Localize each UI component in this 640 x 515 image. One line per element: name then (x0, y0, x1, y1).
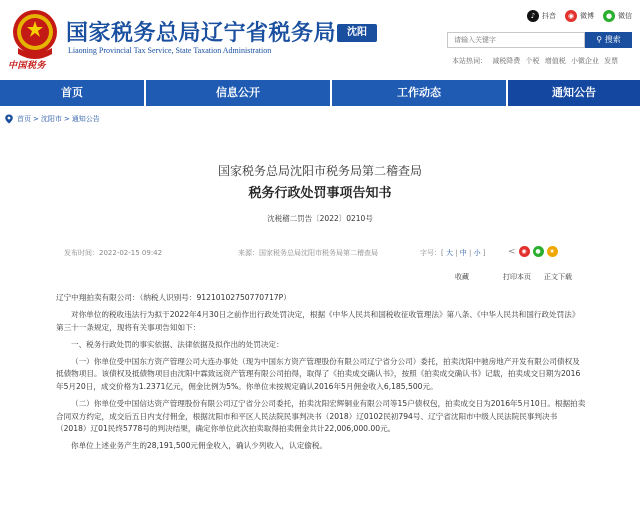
paragraph: （一）你单位受中国东方资产管理公司大连办事处（现为中国东方资产管理股份有限公司辽宁省分公司）委托，拍卖沈阳中驰房地产开发有限公司债权及抵债物项目。该债权及抵债物项目由沈阳中霖致远资产管理有限公司拍得，取得了《拍卖成交确认书》，按照《拍卖成交确认书》记载，拍卖成交日期为2016年5月20日，成交价格为1.2371亿元，佣金比例为5%。你单位未按规定确认2016年5月佣金收入6,185,500元。 (56, 356, 581, 392)
favorite-button[interactable]: 收藏 (455, 273, 469, 281)
search-button[interactable] (585, 32, 632, 48)
nav-item-home[interactable]: 首页 (61, 86, 83, 99)
print-button[interactable]: 打印本页 (503, 273, 531, 281)
article-title: 税务行政处罚事项告知书 (248, 186, 392, 201)
breadcrumb-separator: > (33, 115, 39, 123)
hot-words-label: 本站热词： (452, 57, 487, 65)
nav-item-disclosure[interactable]: 信息公开 (216, 86, 260, 99)
social-douyin[interactable] (527, 9, 556, 23)
breadcrumb-home[interactable]: 首页 (17, 115, 31, 123)
wechat-icon: ● (603, 10, 615, 22)
social-label: 微博 (580, 12, 594, 20)
font-size-switch: 字号：[ 大 | 中 | 小 ] (420, 249, 486, 257)
weibo-icon: ◉ (565, 10, 577, 22)
qzone-share-icon[interactable]: ★ (547, 246, 558, 257)
publish-date-label: 发布时间： (64, 249, 99, 257)
font-size-large[interactable]: 大 (445, 249, 453, 257)
hot-word[interactable]: 个税 (525, 57, 540, 65)
nav-item-news[interactable]: 工作动态 (397, 86, 441, 99)
city-badge[interactable]: 沈阳 (337, 24, 377, 42)
source-value: 国家税务总局沈阳市税务局第二稽查局 (259, 249, 378, 257)
publish-date (64, 248, 162, 258)
search-icon: ⚲ (596, 35, 603, 44)
social-label: 抖音 (542, 12, 556, 20)
article-org: 国家税务总局沈阳市税务局第二稽查局 (217, 164, 422, 178)
breadcrumb-separator: > (63, 115, 70, 123)
main-nav (0, 80, 640, 106)
source-label: 来源： (238, 249, 259, 257)
social-wechat[interactable] (603, 9, 632, 23)
document-number: 沈税稽二罚告〔2022〕0210号 (267, 214, 373, 223)
article (0, 130, 640, 515)
search-button-label: 搜索 (604, 35, 621, 44)
site-title[interactable]: 国家税务总局辽宁省税务局 (66, 20, 337, 46)
font-size-small[interactable]: 小 (473, 249, 481, 257)
publish-date-value: 2022-02-15 09:42 (99, 249, 163, 257)
article-source (238, 248, 378, 258)
hot-word[interactable]: 增值税 (544, 57, 566, 65)
share-icon[interactable]: < (508, 246, 516, 257)
article-meta (64, 248, 574, 260)
hot-word[interactable]: 发票 (604, 57, 619, 65)
emblem-text: 中国税务 (8, 61, 47, 71)
wechat-share-icon[interactable]: ● (533, 246, 544, 257)
weibo-share-icon[interactable]: ◉ (519, 246, 530, 257)
location-pin-icon (4, 114, 14, 124)
share-bar (508, 246, 558, 257)
paragraph: （二）你单位受中国信达资产管理股份有限公司辽宁省分公司委托，拍卖沈阳宏辉铜业有限公司等15户债权包，拍卖成交日为2016年5月10日。根据拍卖合同双方约定，成交后五日内支付佣金，根据沈阳市和平区人民法院民事判决书（2018）辽0102民初794号、辽宁省沈阳市中级人民法院民事判决书（2018）辽01民终5778号的判决结果，确定你单位此次拍卖取得拍卖佣金共计22,006,000.00元。 (56, 399, 586, 434)
search-input[interactable] (447, 32, 585, 48)
site-header (0, 0, 640, 78)
paragraph: 一、税务行政处罚的事实依据、法律依据及拟作出的处罚决定： (71, 339, 284, 349)
paragraph: 辽宁中翔拍卖有限公司：（纳税人识别号：91210102750770717P） (56, 293, 291, 302)
breadcrumb-current[interactable]: 通知公告 (71, 115, 100, 123)
paragraph: 你单位上述业务产生的28,191,500元佣金收入，确认少列收入，认定偷税。 (71, 441, 328, 451)
social-weibo[interactable] (565, 9, 594, 23)
site-subtitle: Liaoning Provincial Tax Service, State Taxation Administration (68, 46, 272, 55)
download-button[interactable]: 正文下载 (544, 273, 572, 281)
article-body (56, 292, 586, 458)
hot-words (452, 56, 621, 66)
paragraph: 对你单位的税收违法行为拟于2022年4月30日之前作出行政处罚决定，根据《中华人民共和国税收征收管理法》第八条、《中华人民共和国行政处罚法》第三十一条规定，现将有关事项告知如下： (56, 310, 580, 332)
breadcrumb (0, 110, 640, 128)
breadcrumb-city[interactable]: 沈阳市 (40, 115, 62, 123)
hot-word[interactable]: 减税降费 (492, 57, 521, 65)
douyin-icon: ♪ (527, 10, 539, 22)
social-label: 微信 (618, 12, 632, 20)
font-size-label: 字号： (420, 249, 441, 257)
font-size-medium[interactable]: 中 (459, 249, 467, 257)
nav-item-notices[interactable]: 通知公告 (508, 80, 640, 106)
hot-word[interactable]: 小微企业 (570, 57, 599, 65)
